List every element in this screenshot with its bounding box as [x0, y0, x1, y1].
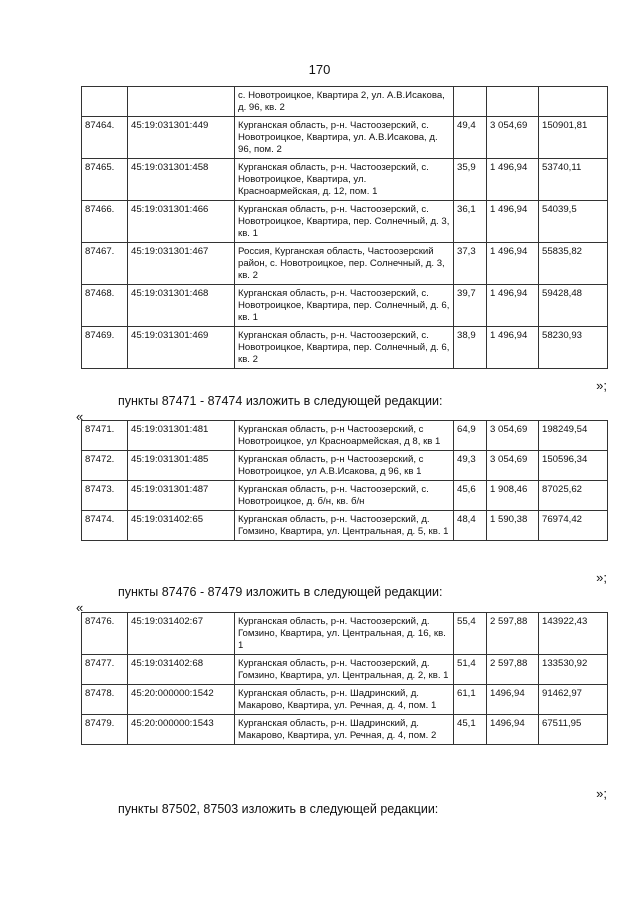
area-cell: 37,3 [454, 243, 487, 285]
value-cell: 59428,48 [539, 285, 608, 327]
table-row [82, 327, 608, 369]
register-table-2 [81, 420, 608, 541]
area-cell: 35,9 [454, 159, 487, 201]
instruction-text: пункты 87502, 87503 изложить в следующей редакции: [118, 802, 439, 816]
value-cell: 150596,34 [539, 451, 608, 481]
value-cell: 133530,92 [539, 655, 608, 685]
row-number-cell [82, 87, 128, 117]
address-cell: Россия, Курганская область, Частоозерский район, с. Новотроицкое, пер. Солнечный, д. 3, кв. 2 [235, 243, 454, 285]
cadastral-number-cell: 45:20:000000:1543 [128, 715, 235, 745]
area-cell: 61,1 [454, 685, 487, 715]
rate-cell: 2 597,88 [487, 613, 539, 655]
area-cell: 64,9 [454, 421, 487, 451]
instruction-text: пункты 87476 - 87479 изложить в следующей редакции: [118, 585, 443, 599]
cadastral-number-cell: 45:19:031402:65 [128, 511, 235, 541]
closing-quote: »; [596, 570, 607, 585]
closing-quote: »; [596, 378, 607, 393]
rate-cell: 1 496,94 [487, 201, 539, 243]
row-number-cell: 87471. [82, 421, 128, 451]
value-cell: 67511,95 [539, 715, 608, 745]
cadastral-number-cell: 45:19:031301:458 [128, 159, 235, 201]
address-cell: Курганская область, р-н. Частоозерский, с. Новотроицкое, д. б/н, кв. б/н [235, 481, 454, 511]
area-cell [454, 87, 487, 117]
address-cell: Курганская область, р-н. Частоозерский, д. Гомзино, Квартира, ул. Центральная, д. 5, кв. 1 [235, 511, 454, 541]
rate-cell: 1 496,94 [487, 159, 539, 201]
address-cell: Курганская область, р-н. Шадринский, д. Макарово, Квартира, ул. Речная, д. 4, пом. 1 [235, 685, 454, 715]
address-cell: Курганская область, р-н Частоозерский, с Новотроицкое, ул Красноармейская, д 8, кв 1 [235, 421, 454, 451]
rate-cell [487, 87, 539, 117]
value-cell: 150901,81 [539, 117, 608, 159]
cadastral-number-cell: 45:19:031402:67 [128, 613, 235, 655]
table-body [82, 613, 608, 745]
area-cell: 51,4 [454, 655, 487, 685]
rate-cell: 1496,94 [487, 685, 539, 715]
table-row [82, 87, 608, 117]
cadastral-number-cell: 45:19:031301:468 [128, 285, 235, 327]
table-row [82, 243, 608, 285]
value-cell: 55835,82 [539, 243, 608, 285]
row-number-cell: 87479. [82, 715, 128, 745]
table-row [82, 655, 608, 685]
opening-quote: « [76, 409, 84, 424]
area-cell: 45,1 [454, 715, 487, 745]
register-table-1 [81, 86, 608, 369]
row-number-cell: 87465. [82, 159, 128, 201]
value-cell: 91462,97 [539, 685, 608, 715]
register-table-3 [81, 612, 608, 745]
area-cell: 49,3 [454, 451, 487, 481]
value-cell: 87025,62 [539, 481, 608, 511]
area-cell: 36,1 [454, 201, 487, 243]
page-number: 170 [308, 62, 331, 77]
value-cell: 58230,93 [539, 327, 608, 369]
table-body [82, 421, 608, 541]
cadastral-number-cell: 45:19:031402:68 [128, 655, 235, 685]
address-cell: Курганская область, р-н. Частоозерский, с. Новотроицкое, Квартира, пер. Солнечный, д. 3, кв. 1 [235, 201, 454, 243]
cadastral-number-cell: 45:19:031301:487 [128, 481, 235, 511]
table-row [82, 613, 608, 655]
row-number-cell: 87473. [82, 481, 128, 511]
cadastral-number-cell: 45:19:031301:449 [128, 117, 235, 159]
table-row [82, 117, 608, 159]
address-cell: Курганская область, р-н. Частоозерский, с. Новотроицкое, Квартира, пер. Солнечный, д. 6, кв. 1 [235, 285, 454, 327]
row-number-cell: 87466. [82, 201, 128, 243]
rate-cell: 1 496,94 [487, 243, 539, 285]
cadastral-number-cell: 45:19:031301:485 [128, 451, 235, 481]
cadastral-number-cell: 45:19:031301:481 [128, 421, 235, 451]
address-cell: Курганская область, р-н. Частоозерский, д. Гомзино, Квартира, ул. Центральная, д. 2, кв. 1 [235, 655, 454, 685]
rate-cell: 3 054,69 [487, 117, 539, 159]
table-row [82, 421, 608, 451]
value-cell: 76974,42 [539, 511, 608, 541]
instruction-text: пункты 87471 - 87474 изложить в следующей редакции: [118, 394, 443, 408]
table-row [82, 451, 608, 481]
rate-cell: 1 496,94 [487, 285, 539, 327]
row-number-cell: 87467. [82, 243, 128, 285]
rate-cell: 2 597,88 [487, 655, 539, 685]
row-number-cell: 87468. [82, 285, 128, 327]
value-cell: 54039,5 [539, 201, 608, 243]
table-row [82, 285, 608, 327]
table-row [82, 511, 608, 541]
table-body [82, 87, 608, 369]
cadastral-number-cell: 45:20:000000:1542 [128, 685, 235, 715]
address-cell: с. Новотроицкое, Квартира 2, ул. А.В.Исакова, д. 96, кв. 2 [235, 87, 454, 117]
area-cell: 49,4 [454, 117, 487, 159]
area-cell: 38,9 [454, 327, 487, 369]
area-cell: 45,6 [454, 481, 487, 511]
rate-cell: 1 590,38 [487, 511, 539, 541]
row-number-cell: 87478. [82, 685, 128, 715]
cadastral-number-cell: 45:19:031301:466 [128, 201, 235, 243]
closing-quote: »; [596, 786, 607, 801]
row-number-cell: 87474. [82, 511, 128, 541]
address-cell: Курганская область, р-н. Частоозерский, с. Новотроицкое, Квартира, ул. Красноармейская, д. 12, пом. 1 [235, 159, 454, 201]
address-cell: Курганская область, р-н. Шадринский, д. Макарово, Квартира, ул. Речная, д. 4, пом. 2 [235, 715, 454, 745]
table-row [82, 201, 608, 243]
value-cell: 143922,43 [539, 613, 608, 655]
table-row [82, 685, 608, 715]
cadastral-number-cell [128, 87, 235, 117]
rate-cell: 3 054,69 [487, 421, 539, 451]
table-row [82, 715, 608, 745]
row-number-cell: 87469. [82, 327, 128, 369]
address-cell: Курганская область, р-н. Частоозерский, с. Новотроицкое, Квартира, ул. А.В.Исакова, д. 96, пом. 2 [235, 117, 454, 159]
row-number-cell: 87476. [82, 613, 128, 655]
area-cell: 39,7 [454, 285, 487, 327]
rate-cell: 1 496,94 [487, 327, 539, 369]
address-cell: Курганская область, р-н. Частоозерский, д. Гомзино, Квартира, ул. Центральная, д. 16, кв. 1 [235, 613, 454, 655]
row-number-cell: 87477. [82, 655, 128, 685]
address-cell: Курганская область, р-н. Частоозерский, с. Новотроицкое, Квартира, пер. Солнечный, д. 6, кв. 2 [235, 327, 454, 369]
opening-quote: « [76, 600, 84, 615]
rate-cell: 1 908,46 [487, 481, 539, 511]
address-cell: Курганская область, р-н Частоозерский, с Новотроицкое, ул А.В.Исакова, д 96, кв 1 [235, 451, 454, 481]
cadastral-number-cell: 45:19:031301:469 [128, 327, 235, 369]
rate-cell: 1496,94 [487, 715, 539, 745]
row-number-cell: 87472. [82, 451, 128, 481]
table-row [82, 481, 608, 511]
value-cell [539, 87, 608, 117]
area-cell: 55,4 [454, 613, 487, 655]
table-row [82, 159, 608, 201]
rate-cell: 3 054,69 [487, 451, 539, 481]
cadastral-number-cell: 45:19:031301:467 [128, 243, 235, 285]
value-cell: 198249,54 [539, 421, 608, 451]
row-number-cell: 87464. [82, 117, 128, 159]
area-cell: 48,4 [454, 511, 487, 541]
value-cell: 53740,11 [539, 159, 608, 201]
